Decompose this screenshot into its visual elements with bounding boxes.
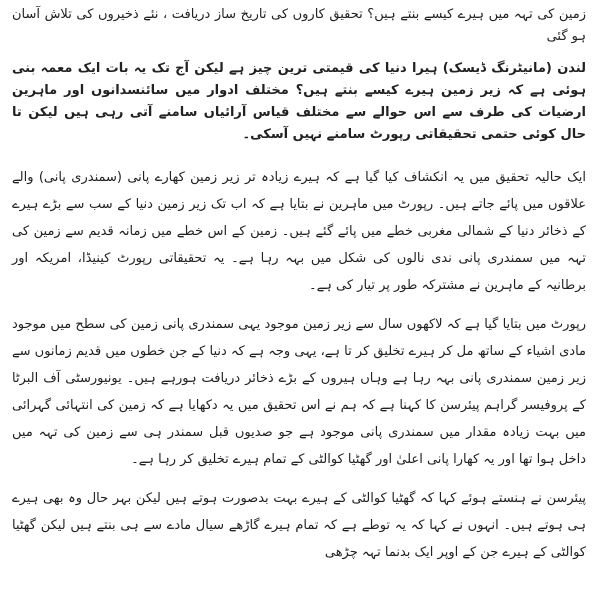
article-paragraph-3: پیئرسن نے ہنستے ہوئے کہا کہ گھٹیا کوالٹی کے ہیرے بہت بدصورت ہوتے ہیں لیکن بہر حال وہ بھی ہیرے ہی ہوتے ہیں۔ انہوں نے کہا کہ یہ توطے ہے کہ تمام ہیرے گاڑھے سیال مادے سے ہی بنتے ہیں لیکن گھٹیا کوالٹی کے ہیرے جن کے اوپر ایک بدنما تہہ چڑھی [12, 491, 586, 560]
article-paragraph-1: ایک حالیہ تحقیق میں یہ انکشاف کیا گیا ہے کہ ہیرے زیادہ تر زیر زمین کھارے پانی (سمندری پانی) والے علاقوں میں پائے جاتے ہیں۔ رپورٹ میں ماہرین نے بتایا ہے کہ اب تک زیر زمین دنیا کے سب سے بڑے ہیرے کے ذخائر دنیا کے شمالی مغربی خطے میں پائے گئے ہیں۔ زمین کے اس خطے میں زمانہ قدیم سے زمین کی تہہ میں سمندری پانی ندی نالوں کی شکل میں بہہ رہا ہے۔ یہ تحقیقاتی رپورٹ کینیڈا، امریکہ اور برطانیہ کے ماہرین نے مشترکہ طور پر تیار کی ہے۔ [12, 170, 586, 293]
article-paragraph-2: رپورٹ میں بتایا گیا ہے کہ لاکھوں سال سے زیر زمین موجود یہی سمندری پانی زمین کی سطح میں موجود مادی اشیاء کے ساتھ مل کر ہیرے تخلیق کر تا ہے، یہی وجہ ہے کہ دنیا کے جن خطوں میں قدیم زمانوں سے زیر زمین سمندری پانی بہہ رہا ہے وہاں ہیروں کے بڑے ذخائر دریافت ہورہے ہیں۔ یونیورسٹی آف البرٹا کے پروفیسر گراہم پیئرسن کا کہنا ہے کہ ہم نے اس تحقیق میں یہ دکھایا ہے کہ زمین کی انتہائی گہرائی میں بہت زیادہ مقدار میں سمندری پانی موجود ہے جو صدیوں قبل سمندر ہی سے زمین کی تہہ میں داخل ہوا تھا اور یہ کھارا پانی اعلیٰ اور گھٹیا کوالٹی کے تمام ہیرے تخلیق کر رہا ہے۔ [12, 317, 586, 467]
article-headline: زمین کی تہہ میں ہیرے کیسے بنتے ہیں؟ تحقیق کاروں کی تاریخ ساز دریافت ، نئے ذخیروں کی تلاش آسان ہو گئی [12, 7, 586, 44]
article-lead: لندن (مانیٹرنگ ڈیسک) ہیرا دنیا کی قیمتی ترین چیز ہے لیکن آج تک یہ بات ایک معمہ بنی ہوئی ہے کہ زیر زمین ہیرے کیسے بنتے ہیں؟ مختلف ادوار میں سائنسدانوں اور ماہرین ارضیات کی طرف سے اس حوالے سے مختلف قیاس آرائیاں سامنے آتی رہی ہیں لیکن تا حال کوئی حتمی تحقیقاتی رپورٹ سامنے نہیں آسکی۔ [12, 61, 586, 142]
